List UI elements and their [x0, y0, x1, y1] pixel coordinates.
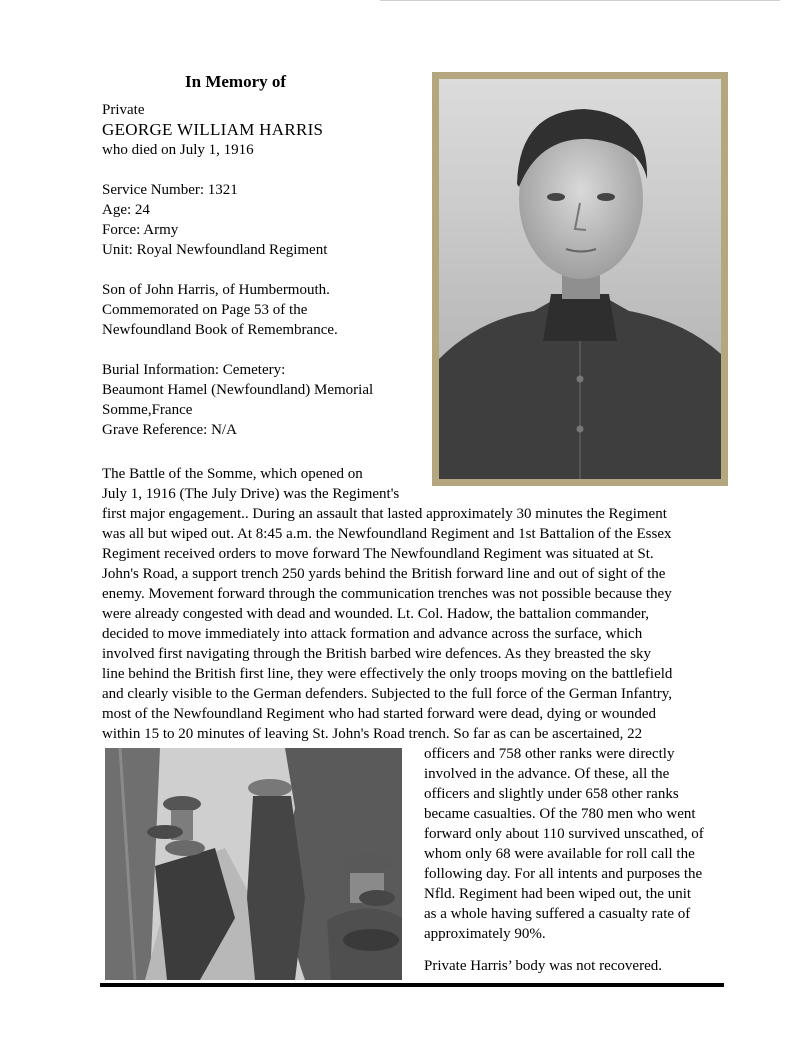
grave-reference: Grave Reference: N/A — [102, 422, 237, 438]
burial-header: Burial Information: Cemetery: — [102, 362, 286, 378]
battle-narrative — [102, 464, 742, 744]
side-line: approximately 90%. — [424, 926, 546, 942]
narrative-line: within 15 to 20 minutes of leaving St. John's Road trench. So far as can be ascertained, 22 — [102, 726, 643, 742]
soldier-portrait — [432, 72, 728, 486]
soldier-name: GEORGE WILLIAM HARRIS — [102, 120, 324, 139]
narrative-line: The Battle of the Somme, which opened on — [102, 466, 363, 482]
side-line: following day. For all intents and purposes the — [424, 866, 703, 882]
side-line: officers and slightly under 658 other ranks — [424, 786, 679, 802]
narrative-line: involved first navigating through the British barbed wire defences. As they breasted the sky — [102, 646, 652, 662]
commemoration-line-2: Newfoundland Book of Remembrance. — [102, 322, 338, 338]
narrative-line: first major engagement.. During an assault that lasted approximately 30 minutes the Regiment — [102, 506, 667, 522]
side-line: became casualties. Of the 780 men who went — [424, 806, 696, 822]
soldier-info — [102, 100, 432, 440]
unit: Unit: Royal Newfoundland Regiment — [102, 242, 328, 258]
narrative-line: Regiment received orders to move forward The Newfoundland Regiment was situated at St. — [102, 546, 654, 562]
narrative-line: was all but wiped out. At 8:45 a.m. the Newfoundland Regiment and 1st Battalion of the Essex — [102, 526, 672, 542]
narrative-line: and clearly visible to the German defenders. Subjected to the full force of the German Infantry, — [102, 686, 673, 702]
date-of-death: who died on July 1, 1916 — [102, 142, 254, 158]
side-line: forward only about 110 survived unscathed, of — [424, 826, 704, 842]
narrative-line: July 1, 1916 (The July Drive) was the Regiment's — [102, 486, 400, 502]
trench-photo — [105, 748, 402, 980]
side-line: as a whole having suffered a casualty rate of — [424, 906, 691, 922]
casualty-text — [424, 744, 744, 944]
commemoration-line-1: Commemorated on Page 53 of the — [102, 302, 308, 318]
narrative-line: John's Road, a support trench 250 yards behind the British forward line and out of sight of the — [102, 566, 666, 582]
trench-scene — [105, 748, 402, 980]
narrative-line: line behind the British first line, they were effectively the only troops moving on the battlefield — [102, 666, 673, 682]
portrait-photo — [439, 79, 721, 479]
cemetery: Beaumont Hamel (Newfoundland) Memorial — [102, 382, 374, 398]
service-number: Service Number: 1321 — [102, 182, 238, 198]
side-line: Nfld. Regiment had been wiped out, the unit — [424, 886, 692, 902]
narrative-line: were already congested with dead and wounded. Lt. Col. Hadow, the battalion commander, — [102, 606, 650, 622]
top-divider — [380, 0, 780, 1]
side-line: involved in the advance. Of these, all the — [424, 766, 670, 782]
family: Son of John Harris, of Humbermouth. — [102, 282, 330, 298]
side-line: whom only 68 were available for roll call the — [424, 846, 695, 862]
narrative-line: decided to move immediately into attack formation and advance across the surface, which — [102, 626, 643, 642]
narrative-line: most of the Newfoundland Regiment who had started forward were dead, dying or wounded — [102, 706, 657, 722]
burial-location: Somme,France — [102, 402, 193, 418]
closing-note: Private Harris’ body was not recovered. — [424, 958, 662, 974]
force: Force: Army — [102, 222, 179, 238]
narrative-line: enemy. Movement forward through the communication trenches was not possible because they — [102, 586, 672, 602]
rank: Private — [102, 102, 145, 118]
age: Age: 24 — [102, 202, 150, 218]
bottom-rule — [100, 983, 724, 987]
side-line: officers and 758 other ranks were directly — [424, 746, 675, 762]
page-title: In Memory of — [185, 72, 287, 91]
